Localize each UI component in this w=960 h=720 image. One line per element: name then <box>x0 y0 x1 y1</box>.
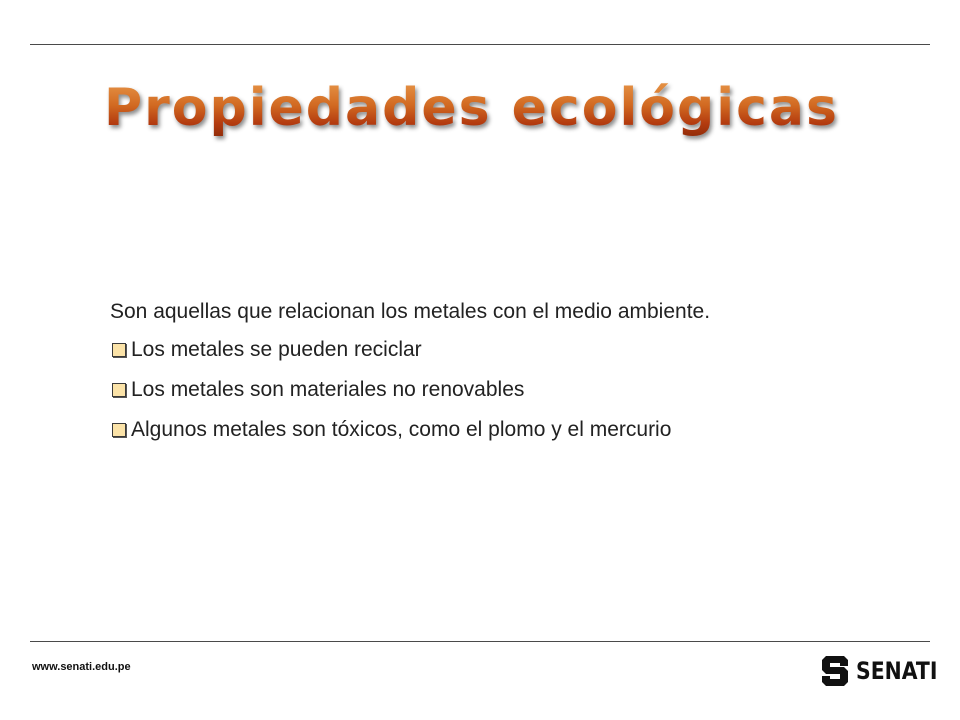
top-divider <box>30 44 930 45</box>
senati-logo <box>820 654 952 688</box>
senati-s-icon <box>820 654 850 688</box>
checkbox-bullet-icon <box>112 423 126 437</box>
bullet-text: Algunos metales son tóxicos, como el plomo y el mercurio <box>131 418 672 441</box>
checkbox-bullet-icon <box>112 343 126 357</box>
intro-text: Son aquellas que relacionan los metales con el medio ambiente. <box>110 300 711 323</box>
list-item <box>110 414 870 446</box>
slide-title: Propiedades ecológicas <box>104 78 839 138</box>
bullet-text: Los metales se pueden reciclar <box>131 338 422 361</box>
bullet-text: Los metales son materiales no renovables <box>131 378 525 401</box>
checkbox-bullet-icon <box>112 383 126 397</box>
footer-url: www.senati.edu.pe <box>32 661 131 673</box>
list-item <box>110 334 870 366</box>
bottom-divider <box>30 641 930 642</box>
bullet-list <box>110 334 870 446</box>
logo-wordmark: SENATI <box>856 657 938 685</box>
slide-body <box>110 296 870 454</box>
list-item <box>110 374 870 406</box>
